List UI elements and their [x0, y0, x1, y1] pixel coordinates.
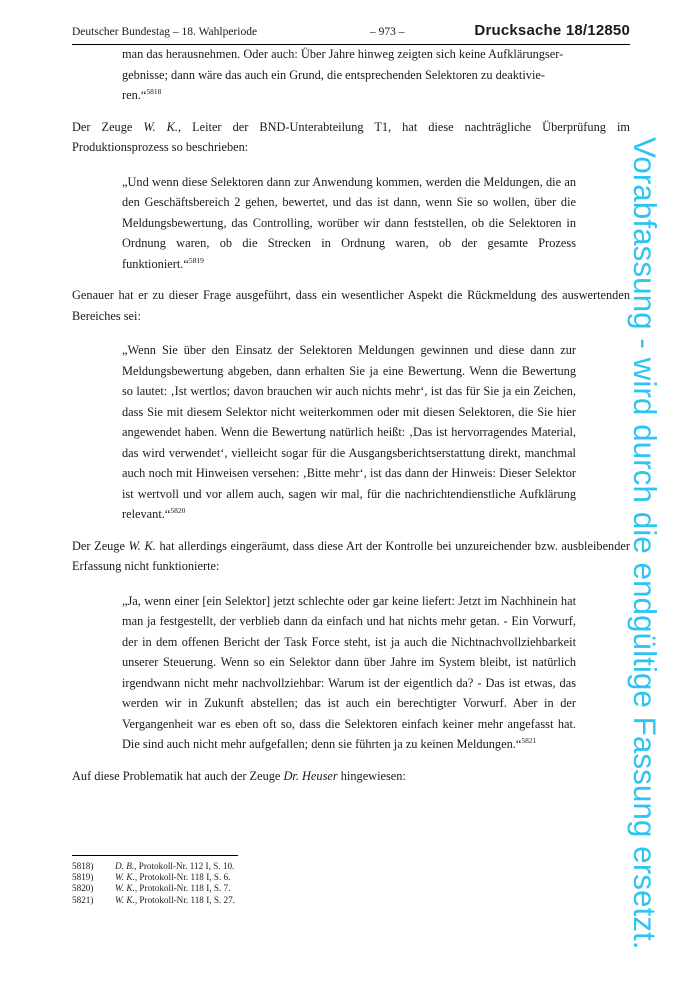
document-number	[474, 22, 630, 39]
quote-text: „Und wenn diese Selektoren dann zur Anwendung kommen, werden die Meldungen, die an den Geschäftsbereich 2 gehen, bewertet, und das ist dann, wenn Sie so wollen, über die Meldungsbewertung, das Controlling, worüber wir dann feststellen, ob die Selektoren in Ordnung waren, ob die Strecken in Ordnung waren, ob der gesamte Prozess funktioniert.“	[122, 174, 576, 271]
footnote-witness: W. K.	[115, 872, 135, 883]
footnotes	[72, 861, 235, 906]
draft-watermark: Vorabfassung - wird durch die endgültige Fassung ersetzt.	[627, 137, 663, 950]
footnote-source: , Protokoll-Nr. 118 I, S. 6.	[134, 872, 231, 883]
footnote-ref-5820: 5820	[170, 506, 186, 515]
quote-continuation-line-1: man das herausnehmen. Oder auch: Über Jahre hinweg zeigten sich keine Aufklärungser-	[122, 47, 564, 61]
footnote-text	[115, 861, 234, 872]
paragraph-text: Auf diese Problematik hat auch der Zeuge	[72, 768, 284, 783]
footnote-source: , Protokoll-Nr. 118 I, S. 27.	[134, 894, 236, 905]
quote-text: „Wenn Sie über den Einsatz der Selektoren Meldungen gewinnen und diese dann zur Meldungsbewertung abgeben, dann erhalten Sie ja eine Bewertung. Wenn die Bewertung so lautet: ‚Ist wertlos; davon brauchen wir auch nichts mehr‘, ist das für Sie ja ein Zeichen, dass Sie mit diesem Selektor nicht weiterkommen oder mit diesen Selektoren, die Sie hier angewendet haben. Wenn die Bewertung natürlich heißt: ‚Das ist hervorragendes Material, das wird verwendet‘, vielleicht sogar für die Ausgangsberichtserstattung direkt, manchmal auch noch mit Hinweisen versehen: ‚Bitte mehr‘, ist das dann der Hinweis: Dieser Selektor ist wertvoll und vor allem auch, sagen wir mal, für die nachrichtendienstliche Aufklärung relevant.“	[122, 343, 576, 521]
paragraph-text: , Leiter der BND-Unterabteilung T1, hat diese nachträgliche Überprüfung im Produktionsprozess so beschrieben:	[72, 119, 630, 154]
document-number-prefix: Drucksache 18/	[474, 22, 588, 39]
footnote-ref-5819: 5819	[188, 255, 204, 265]
quote-selector-retention	[122, 591, 576, 755]
footnote-witness: D. B.	[115, 861, 135, 871]
paragraph-control-limits	[72, 536, 630, 577]
footnote-witness: W. K.	[115, 883, 135, 894]
document-number-suffix: 12850	[587, 22, 630, 39]
footnote-number: 5819)	[72, 872, 94, 883]
quote-controlling	[122, 172, 576, 275]
paragraph-text: Der Zeuge	[72, 119, 144, 134]
paragraph-witness-description	[72, 117, 630, 158]
footnote-ref-5821: 5821	[521, 736, 537, 745]
header-parliament: Deutscher Bundestag – 18. Wahlperiode	[72, 26, 258, 38]
paragraph-text: hat allerdings eingeräumt, dass diese Art der Kontrolle bei unzureichender bzw. ausbleibender Erfassung nicht funktionierte:	[72, 538, 630, 573]
footnote-5819	[72, 872, 235, 883]
footnote-text	[115, 872, 230, 883]
page-number: – 973 –	[370, 26, 405, 38]
footnote-5820	[72, 883, 235, 894]
quote-continuation	[122, 44, 576, 106]
witness-name: W. K.	[128, 538, 156, 553]
footnote-source: , Protokoll-Nr. 118 I, S. 7.	[134, 883, 231, 894]
witness-name: W. K.	[143, 119, 178, 134]
footnote-separator	[72, 855, 238, 856]
footnote-text	[115, 895, 235, 906]
quote-continuation-line-3: ren.“	[122, 88, 147, 102]
body-text	[72, 44, 630, 786]
witness-name: Dr. Heuser	[283, 768, 338, 783]
footnote-source: , Protokoll-Nr. 112 I, S. 10.	[134, 861, 235, 871]
footnote-5818	[72, 861, 235, 872]
quote-text: „Ja, wenn einer [ein Selektor] jetzt schlechte oder gar keine liefert: Jetzt im Nachhinein hat man ja festgestellt, der verblieb dann da einfach und hat nichts mehr getan. - Ein Vorwurf, der in dem offenen Bericht der Task Force steht, ist ja auch die Nichtnachvollziehbarkeit unserer Steuerung. Wenn so ein Selektor dann über Jahre im System bleibt, ist natürlich irgendwann nicht mehr nachvollziehbar: Warum ist der eigentlich da? - Das ist etwas, das werden wir in Zukunft abstellen; das ist auch ein berechtigter Vorwurf. Aber in der Vergangenheit war es eben oft so, dass die Selektoren einfach keiner mehr angefasst hat. Die sind auch nicht mehr aufgefallen; denn sie führten ja zu keinen Meldungen.“	[122, 593, 576, 751]
footnote-ref-5818: 5818	[146, 87, 162, 96]
footnote-number: 5820)	[72, 883, 94, 894]
footnote-number: 5821)	[72, 894, 94, 905]
footnote-witness: W. K.	[115, 894, 135, 905]
paragraph-heuser	[72, 766, 630, 787]
footnote-number: 5818)	[72, 861, 94, 871]
paragraph-text: hingewiesen:	[337, 768, 406, 783]
quote-evaluation	[122, 340, 576, 525]
paragraph-text: Der Zeuge	[72, 538, 129, 553]
footnote-text	[115, 883, 230, 894]
page-header	[72, 22, 630, 45]
paragraph-feedback: Genauer hat er zu dieser Frage ausgeführt, dass ein wesentlicher Aspekt die Rückmeldung des auswertenden Bereiches sei:	[72, 288, 630, 323]
quote-continuation-line-2: gebnisse; dann wäre das auch ein Grund, die entsprechenden Selektoren zu deaktivie-	[122, 67, 545, 82]
footnote-5821	[72, 895, 235, 906]
